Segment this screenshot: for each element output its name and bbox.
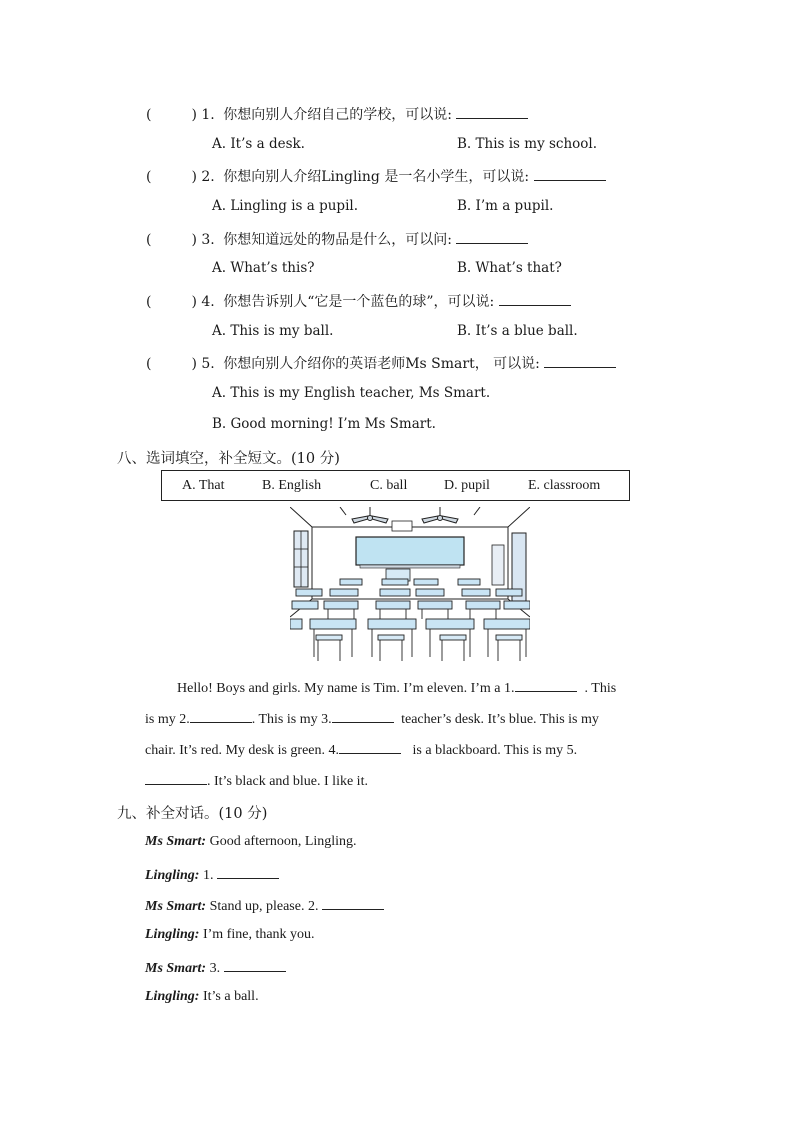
word-option: C. ball	[370, 478, 408, 493]
dialogue-line	[145, 896, 384, 915]
question-5	[146, 353, 616, 373]
speaker: Lingling:	[145, 927, 200, 942]
question-4	[146, 291, 571, 311]
answer-paren[interactable]: (	[146, 356, 152, 372]
speaker: Ms Smart:	[145, 961, 207, 976]
question-number: ) 2.	[191, 169, 215, 185]
para-line-3: chair. It’s red. My desk is green. 4. is a blackboard. This is my 5.	[145, 740, 577, 759]
speaker: Ms Smart:	[145, 899, 207, 914]
speaker: Ms Smart:	[145, 834, 207, 849]
line-text: I’m fine, thank you.	[199, 927, 315, 942]
answer-blank[interactable]	[534, 167, 606, 181]
answer-blank[interactable]	[499, 292, 571, 306]
question-1	[146, 104, 528, 124]
para-line-1: Hello! Boys and girls. My name is Tim. I’m eleven. I’m a 1. . This	[177, 678, 616, 697]
line-text: It’s a ball.	[199, 989, 259, 1004]
blank-5[interactable]	[145, 771, 207, 785]
line-text: 1.	[199, 868, 214, 883]
answer-blank[interactable]	[544, 354, 616, 368]
line-text: Stand up, please. 2.	[206, 899, 319, 914]
blank-2[interactable]	[190, 709, 252, 723]
speaker: Lingling:	[145, 868, 200, 883]
question-prompt: 你想向别人介绍Lingling 是一名小学生，可以说:	[223, 169, 534, 185]
answer-paren[interactable]: (	[146, 294, 152, 310]
section-8-heading: 八、选词填空，补全短文。(10 分)	[117, 451, 340, 467]
answer-blank[interactable]	[456, 105, 528, 119]
classroom-illustration	[290, 507, 530, 663]
para-line-2: is my 2. . This is my 3. teacher’s desk. It’s blue. This is my	[145, 709, 599, 728]
dialogue-blank-1[interactable]	[217, 865, 279, 879]
word-option: B. English	[262, 478, 322, 493]
option-b[interactable]: B. What’s that?	[457, 260, 562, 276]
option-a[interactable]: A. It’s a desk.	[212, 136, 305, 152]
option-b[interactable]: B. It’s a blue ball.	[457, 323, 578, 339]
dialogue-line	[145, 865, 279, 884]
dialogue-line	[145, 958, 286, 977]
option-a[interactable]: A. This is my English teacher, Ms Smart.	[212, 385, 491, 401]
answer-paren[interactable]: (	[146, 232, 152, 248]
question-number: ) 3.	[191, 232, 215, 248]
dialogue-blank-2[interactable]	[322, 896, 384, 910]
option-b[interactable]: B. This is my school.	[457, 136, 598, 152]
para-line-4: . It’s black and blue. I like it.	[145, 771, 368, 790]
question-prompt: 你想向别人介绍你的英语老师Ms Smart， 可以说:	[223, 356, 545, 372]
option-a[interactable]: A. What’s this?	[212, 260, 315, 276]
option-a[interactable]: A. Lingling is a pupil.	[212, 198, 358, 214]
answer-paren[interactable]: (	[146, 107, 152, 123]
blank-3[interactable]	[332, 709, 394, 723]
blank-1[interactable]	[515, 678, 577, 692]
dialogue-line	[145, 834, 357, 850]
answer-paren[interactable]: (	[146, 169, 152, 185]
option-a[interactable]: A. This is my ball.	[212, 323, 334, 339]
blank-4[interactable]	[339, 740, 401, 754]
question-number: ) 5.	[191, 356, 215, 372]
dialogue-line	[145, 927, 315, 943]
dialogue-line	[145, 989, 259, 1005]
line-text: 3.	[206, 961, 221, 976]
dialogue-blank-3[interactable]	[224, 958, 286, 972]
question-prompt: 你想知道远处的物品是什么，可以问:	[223, 232, 457, 248]
word-bank-box	[161, 470, 630, 501]
question-2	[146, 166, 606, 186]
question-prompt: 你想告诉别人“它是一个蓝色的球”，可以说:	[223, 294, 499, 310]
question-prompt: 你想向别人介绍自己的学校，可以说:	[223, 107, 457, 123]
option-b[interactable]: B. I’m a pupil.	[457, 198, 554, 214]
line-text: Good afternoon, Lingling.	[206, 834, 357, 849]
word-option: D. pupil	[444, 478, 490, 493]
answer-blank[interactable]	[456, 230, 528, 244]
speaker: Lingling:	[145, 989, 200, 1004]
question-number: ) 1.	[191, 107, 215, 123]
section-9-heading: 九、补全对话。(10 分)	[117, 806, 268, 822]
word-option: A. That	[182, 478, 225, 493]
question-3	[146, 229, 528, 249]
option-b[interactable]: B. Good morning! I’m Ms Smart.	[212, 416, 436, 432]
question-number: ) 4.	[191, 294, 215, 310]
word-option: E. classroom	[528, 478, 601, 493]
